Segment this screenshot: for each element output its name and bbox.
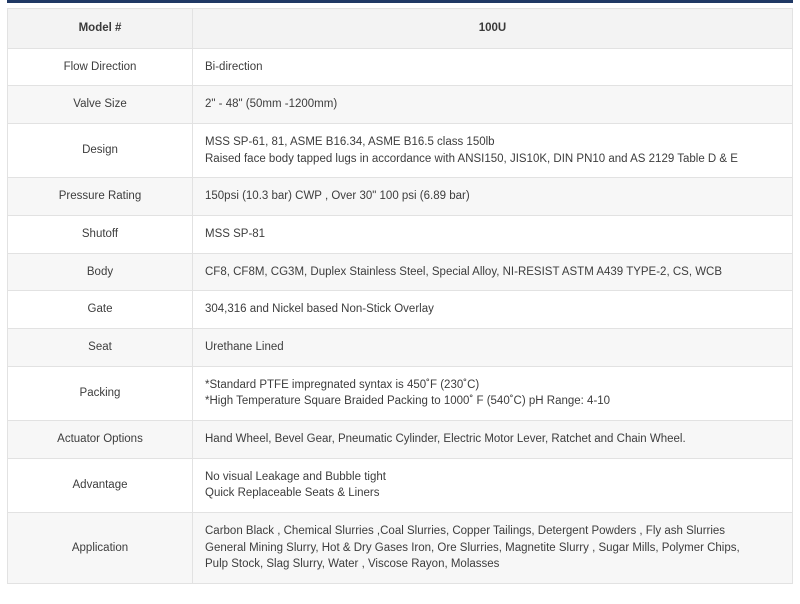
table-row — [8, 291, 793, 329]
table-row-label: Body — [8, 253, 193, 291]
table-row — [8, 48, 793, 86]
table-row-value — [193, 9, 793, 49]
table-row-label: Model # — [8, 9, 193, 49]
table-row-value — [193, 124, 793, 178]
table-cell-line: *Standard PTFE impregnated syntax is 450˚F (230˚C) — [205, 378, 480, 391]
specification-table — [7, 8, 793, 584]
table-cell-line: Quick Replaceable Seats & Liners — [205, 487, 380, 500]
table-row-label: Design — [8, 124, 193, 178]
table-row — [8, 513, 793, 584]
table-row-value — [193, 458, 793, 512]
table-row-value — [193, 421, 793, 459]
table-row — [8, 86, 793, 124]
table-row — [8, 216, 793, 254]
table-cell-line: 150psi (10.3 bar) CWP , Over 30" 100 psi (6.89 bar) — [205, 190, 470, 203]
table-cell-line: MSS SP-81 — [205, 228, 266, 241]
table-cell-line: Pulp Stock, Slag Slurry, Water , Viscose Rayon, Molasses — [205, 558, 500, 571]
table-row-label: Actuator Options — [8, 421, 193, 459]
table-cell-line: MSS SP-61, 81, ASME B16.34, ASME B16.5 class 150lb — [205, 136, 495, 149]
table-row — [8, 9, 793, 49]
table-cell-line: Hand Wheel, Bevel Gear, Pneumatic Cylinder, Electric Motor Lever, Ratchet and Chain Wheel. — [205, 433, 686, 446]
table-body — [8, 9, 793, 584]
table-cell-line: General Mining Slurry, Hot & Dry Gases Iron, Ore Slurries, Magnetite Slurry , Sugar Mills, Polymer Chips, — [205, 541, 740, 554]
table-row-value — [193, 329, 793, 367]
table-row — [8, 178, 793, 216]
table-row — [8, 366, 793, 420]
table-cell-line: Carbon Black , Chemical Slurries ,Coal Slurries, Copper Tailings, Detergent Powders , Fly ash Slurries — [205, 525, 726, 538]
table-cell-line: Raised face body tapped lugs in accordance with ANSI150, JIS10K, DIN PN10 and AS 2129 Table D & E — [205, 152, 738, 165]
top-rule-divider — [7, 0, 793, 3]
table-row-label: Advantage — [8, 458, 193, 512]
table-cell-line: No visual Leakage and Bubble tight — [205, 470, 386, 483]
table-cell-line: Bi-direction — [205, 60, 263, 73]
table-cell-line: 2" - 48" (50mm -1200mm) — [205, 98, 338, 111]
table-row-label: Pressure Rating — [8, 178, 193, 216]
table-row-label: Valve Size — [8, 86, 193, 124]
table-cell-line: 100U — [478, 22, 507, 34]
table-row — [8, 421, 793, 459]
table-row-label: Application — [8, 513, 193, 584]
table-row-label: Flow Direction — [8, 48, 193, 86]
table-row-value — [193, 513, 793, 584]
table-row-value — [193, 366, 793, 420]
table-row-value — [193, 291, 793, 329]
table-row-value — [193, 48, 793, 86]
table-row — [8, 329, 793, 367]
table-row-label: Shutoff — [8, 216, 193, 254]
table-row-value — [193, 253, 793, 291]
table-row-label: Seat — [8, 329, 193, 367]
table-row — [8, 458, 793, 512]
table-cell-line: CF8, CF8M, CG3M, Duplex Stainless Steel, Special Alloy, NI-RESIST ASTM A439 TYPE-2, CS, WCB — [205, 265, 723, 278]
table-row-value — [193, 178, 793, 216]
table-cell-line: Urethane Lined — [205, 341, 284, 354]
table-row — [8, 253, 793, 291]
table-row-label: Packing — [8, 366, 193, 420]
table-row-value — [193, 86, 793, 124]
table-row-label: Gate — [8, 291, 193, 329]
table-cell-line: *High Temperature Square Braided Packing to 1000˚ F (540˚C) pH Range: 4-10 — [205, 395, 611, 408]
table-cell-line: 304,316 and Nickel based Non-Stick Overlay — [205, 303, 434, 316]
table-row-value — [193, 216, 793, 254]
table-row — [8, 124, 793, 178]
